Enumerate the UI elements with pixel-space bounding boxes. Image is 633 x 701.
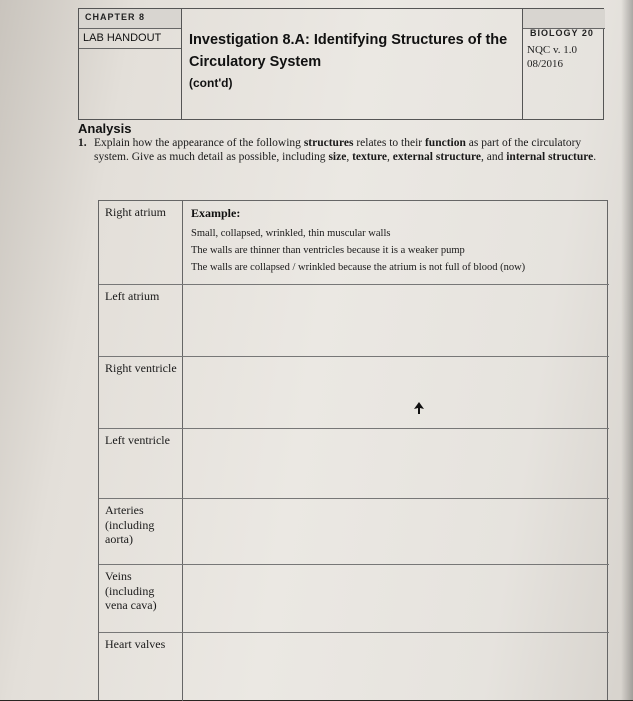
question-text-b: relates to their bbox=[353, 137, 425, 149]
table-row bbox=[99, 633, 609, 701]
table-row bbox=[99, 201, 609, 285]
row-label-veins: Veins (including vena cava) bbox=[105, 569, 157, 612]
question-1 bbox=[78, 137, 598, 164]
example-line-2: The walls are thinner than ventricles because it is a weaker pump bbox=[191, 245, 465, 256]
row-label-left-atrium: Left atrium bbox=[105, 289, 160, 303]
row-label-right-ventricle: Right ventricle bbox=[105, 361, 177, 375]
mouse-cursor-icon bbox=[412, 401, 426, 415]
table-row bbox=[99, 357, 609, 429]
chapter-band bbox=[79, 9, 181, 29]
example-heading: Example: bbox=[191, 206, 241, 220]
photo-shadow-edge bbox=[621, 0, 633, 700]
question-text-a: Explain how the appearance of the following bbox=[94, 137, 304, 149]
table-row bbox=[99, 565, 609, 633]
table-row bbox=[99, 499, 609, 565]
question-bold-structures: structures bbox=[303, 137, 354, 149]
course-band bbox=[523, 9, 605, 29]
row-label-right-atrium: Right atrium bbox=[105, 205, 166, 219]
version-info bbox=[527, 43, 577, 71]
question-bold-internal: internal structure bbox=[506, 150, 594, 163]
question-bold-texture: texture bbox=[352, 150, 387, 163]
example-line-3: The walls are collapsed / wrinkled because the atrium is not full of blood (now) bbox=[191, 262, 526, 273]
example-line-1: Small, collapsed, wrinkled, thin muscular walls bbox=[191, 228, 391, 239]
row-label-left-ventricle: Left ventricle bbox=[105, 433, 170, 447]
course-label: BIOLOGY 20 bbox=[530, 28, 594, 38]
header-right-cell bbox=[522, 9, 605, 119]
question-bold-size: size bbox=[328, 150, 347, 163]
structures-table bbox=[98, 200, 608, 700]
table-row bbox=[99, 429, 609, 499]
handout-label: LAB HANDOUT bbox=[83, 32, 162, 44]
question-text-c: as part of the circulatory system. Give as much detail as possible, including bbox=[94, 137, 582, 163]
date-label: 08/2016 bbox=[527, 58, 564, 70]
question-bold-external: external structure bbox=[392, 150, 481, 163]
header-table bbox=[78, 8, 604, 120]
header-left-cell bbox=[79, 9, 182, 119]
question-text bbox=[94, 137, 598, 164]
version-label: NQC v. 1.0 bbox=[527, 44, 578, 56]
question-text-d: , bbox=[346, 150, 353, 163]
chapter-label: CHAPTER 8 bbox=[85, 12, 146, 22]
question-text-f: , and bbox=[481, 150, 507, 163]
title-continued: (cont'd) bbox=[189, 76, 233, 90]
row-label-heart-valves: Heart valves bbox=[105, 637, 166, 651]
page-title: Investigation 8.A: Identifying Structures of the Circulatory System bbox=[189, 32, 508, 70]
question-number: 1. bbox=[78, 137, 87, 149]
header-divider bbox=[79, 48, 181, 49]
question-text-e: , bbox=[387, 150, 393, 163]
question-bold-function: function bbox=[424, 137, 466, 149]
row-label-arteries: Arteries (including aorta) bbox=[105, 503, 155, 546]
analysis-heading: Analysis bbox=[78, 121, 132, 136]
table-row bbox=[99, 285, 609, 357]
question-text-g: . bbox=[593, 150, 597, 163]
